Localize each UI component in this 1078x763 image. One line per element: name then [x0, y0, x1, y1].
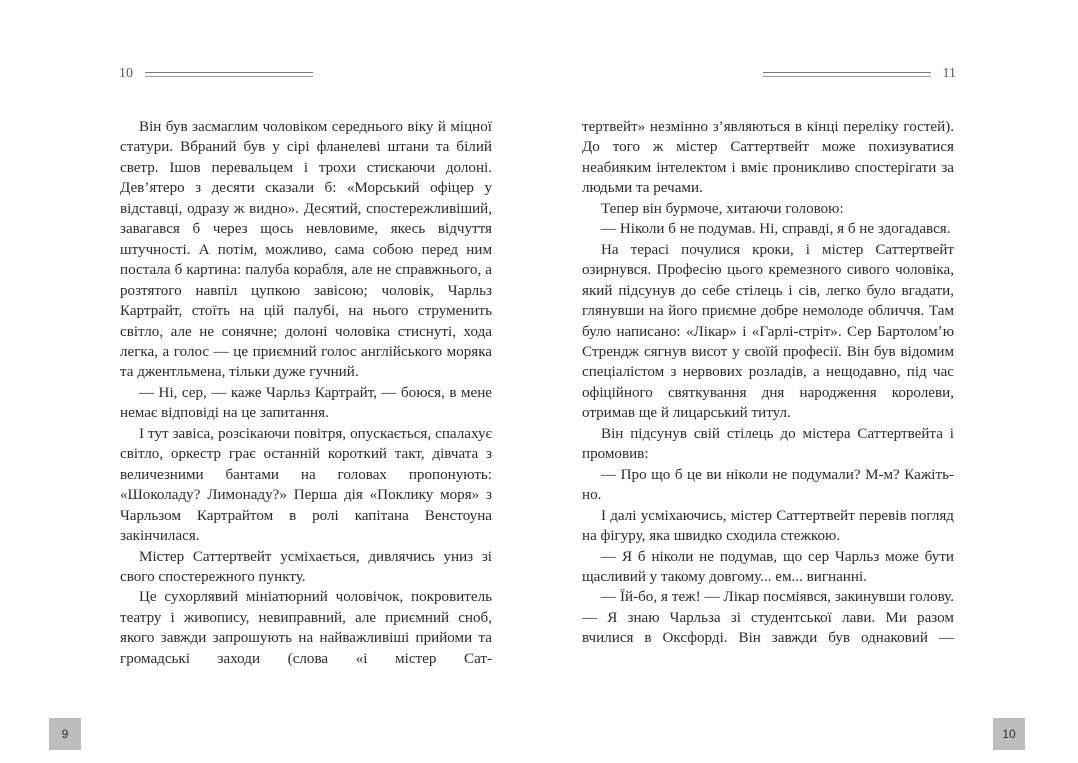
folio-badge: 9 — [49, 718, 81, 750]
folio-badge: 10 — [993, 718, 1025, 750]
header-rule — [763, 72, 931, 78]
paragraph: Містер Саттертвейт усміхається, дивлячись униз зі свого спостережного пункту. — [120, 548, 492, 585]
paragraph: На терасі почулися кроки, і містер Саттертвейт озирнувся. Професію цього кремезного сивого чоловіка, який підсунув до себе стілець і сів, легко було вгадати, глянувши на його приємне добре немолоде обличчя. Там було написано: «Лікар» і «Гарлі-стріт». Сер Бартоломʼю Стрендж сягнув висот у своїй професії. Він був відомим спеціалістом з нервових розладів, а нещодавно, під час офіційного святкування дня народження королеви, отримав ще й лицарський титул. — [582, 241, 954, 422]
paragraph: І далі усміхаючись, містер Саттертвейт перевів погляд на фігуру, яка швидко сходила стежкою. — [582, 507, 954, 545]
right-page — [539, 0, 1078, 763]
paragraph: Це сухорлявий мініатюрний чоловічок, покровитель театру і живопису, невиправний, але приємний сноб, якого завжди запрошують на найважливіші прийоми та громадські заходи (слова «і містер Сат- — [120, 589, 492, 667]
running-page-number: 10 — [119, 66, 133, 81]
running-page-number: 11 — [942, 66, 956, 81]
paragraph: — Ні, сер, — каже Чарльз Картрайт, — боюся, в мене немає відповіді на це запитання. — [120, 384, 492, 422]
paragraph: — Я б ніколи не подумав, що сер Чарльз може бути щасливий у такому довгому... ем... вигнанні. — [582, 548, 954, 585]
paragraph: Тепер він бурмоче, хитаючи головою: — [601, 200, 844, 217]
paragraph: Він був засмаглим чоловіком середнього віку й міцної статури. Вбраний був у сірі фланелеві штани та білий светр. Ішов перевальцем і трохи стискаючи долоні. Дев’ятеро з десяти сказали б: «Морський офіцер у відставці, одразу ж видно». Десятий, спостережливіший, завагався б через щось невловиме, якесь відчуття штучності. А потім, можливо, сама собою перед ним постала б картина: палуба корабля, але не справжнього, а розтятого навпіл цупкою завісою; чоловік, Чарльз Картрайт, стоїть на цій палубі, на нього струменить світло, але не сонячне; долоні чоловіка стиснуті, хода легка, а голос — це приємний голос англійського моряка та джентльмена, тільки дуже гучний. — [120, 119, 492, 381]
paragraph: — Ніколи б не подумав. Ні, справді, я б не здогадався. — [601, 221, 951, 238]
paragraph: тертвейт» незмінно з’являються в кінці переліку гостей). До того ж містер Саттертвейт може похизуватися неабияким інтелектом і вміє проникливо спостерігати за людьми та речами. — [582, 119, 954, 197]
body-text — [582, 117, 954, 649]
paragraph: І тут завіса, розсікаючи повітря, опускається, спалахує світло, оркестр грає останній короткий такт, дівчата з величезними бантами на головах пропонують: «Шоколаду? Лимонаду?» Перша дія «Поклику моря» з Чарльзом Картрайтом в ролі капітана Венстоуна закінчилася. — [120, 425, 492, 545]
paragraph: — Про що б це ви ніколи не подумали? М-м? Кажіть-но. — [582, 466, 954, 504]
paragraph: Він підсунув свій стілець до містера Саттертвейта і промовив: — [582, 425, 954, 463]
header-rule — [145, 72, 313, 78]
paragraph: — Їй-бо, я теж! — Лікар посміявся, закинувши голову. — Я знаю Чарльза зі студентської лави. Ми разом вчилися в Оксфорді. Він завжди був однаковий — — [582, 589, 954, 647]
body-text — [120, 117, 492, 669]
